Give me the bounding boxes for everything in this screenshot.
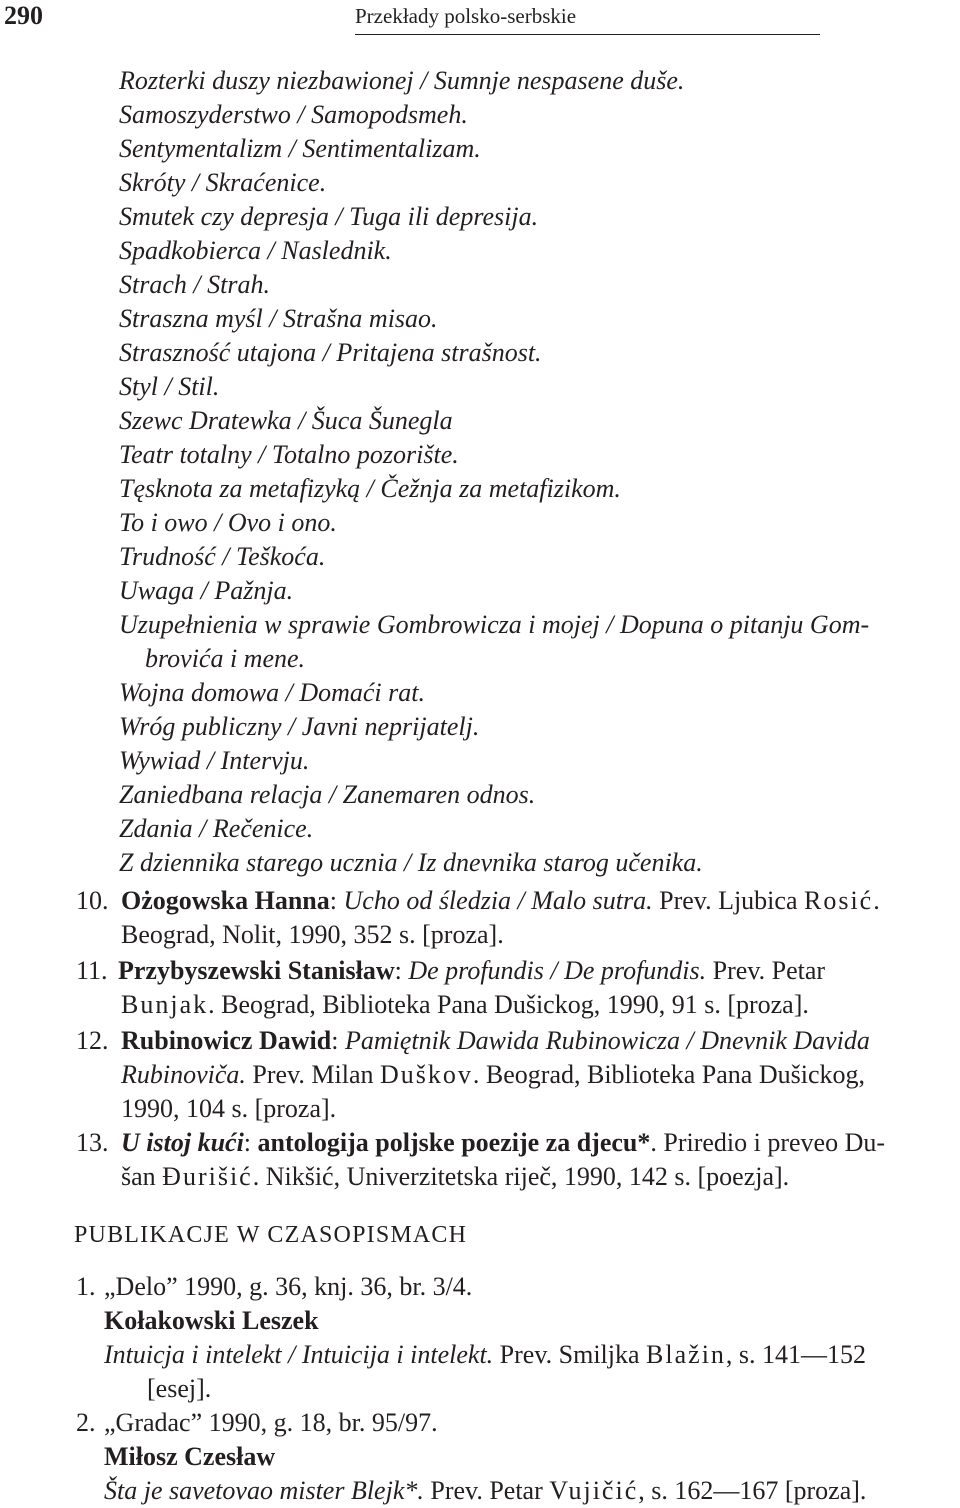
entry-12-line2: Rubinoviča. Prev. Milan Duškov. Beograd, Biblioteka Pana Dušickog,: [121, 1060, 866, 1089]
translator-name: Rosić: [804, 886, 874, 915]
entry-subtitle: antologija poljske poezije za djecu*: [257, 1128, 651, 1157]
title-item: Sentymentalizm / Sentimentalizam.: [119, 134, 481, 163]
translator-name: Duškov: [380, 1060, 473, 1089]
periodical-source: „Delo” 1990, g. 36, knj. 36, br. 3/4.: [104, 1272, 473, 1301]
entry-number: 12.: [76, 1026, 109, 1055]
translator-name: Bunjak: [121, 990, 209, 1019]
title-item: Styl / Stil.: [119, 372, 220, 401]
title-item: Tęsknota za metafizyką / Čežnja za metafizikom.: [119, 474, 621, 503]
periodical-entry: Intuicja i intelekt / Intuicija i intelekt. Prev. Smiljka Blažin, s. 141—152: [104, 1340, 867, 1369]
title-item: Zdania / Rečenice.: [119, 814, 314, 843]
title-item: Straszna myśl / Strašna misao.: [119, 304, 438, 333]
title-item: Wróg publiczny / Javni neprijatelj.: [119, 712, 480, 741]
periodical-source: „Gradac” 1990, g. 18, br. 95/97.: [104, 1408, 438, 1437]
entry-title: U istoj kući: [121, 1128, 244, 1157]
title-item: Teatr totalny / Totalno pozorište.: [119, 440, 459, 469]
title-item: Samoszyderstwo / Samopodsmeh.: [119, 100, 468, 129]
entry-number: 13.: [76, 1128, 109, 1157]
title-item: Strach / Strah.: [119, 270, 270, 299]
entry-title: Pamiętnik Dawida Rubinowicza / Dnevnik Davida: [344, 1026, 870, 1055]
title-item: Straszność utajona / Pritajena strašnost.: [119, 338, 542, 367]
entry-publication: Bunjak. Beograd, Biblioteka Pana Dušickog, 1990, 91 s. [proza].: [121, 990, 809, 1019]
periodical-title: Intuicja i intelekt / Intuicija i intelekt.: [104, 1340, 494, 1369]
section-heading: PUBLIKACJE W CZASOPISMACH: [74, 1222, 468, 1248]
title-item: Uwaga / Pažnja.: [119, 576, 294, 605]
periodical-title: Šta je savetovao mister Blejk*.: [104, 1476, 424, 1505]
entry-12: Rubinowicz Dawid: Pamiętnik Dawida Rubinowicza / Dnevnik Davida: [121, 1026, 870, 1055]
translator-name: Blažin: [646, 1340, 726, 1369]
title-item: Wywiad / Intervju.: [119, 746, 310, 775]
entry-13: U istoj kući: antologija poljske poezije za djecu*. Priredio i preveo Du-: [121, 1128, 886, 1157]
periodical-author: Miłosz Czesław: [104, 1442, 276, 1471]
entry-author: Ożogowska Hanna: [121, 886, 330, 915]
entry-author: Przybyszewski Stanisław: [118, 956, 395, 985]
periodical-author: Kołakowski Leszek: [104, 1306, 319, 1335]
periodical-number: 1.: [76, 1272, 96, 1301]
running-title: Przekłady polsko-serbskie: [355, 4, 577, 28]
translator-name: Đurišić: [162, 1162, 253, 1191]
title-item: Trudność / Teškoća.: [119, 542, 326, 571]
entry-title-continuation: Rubinoviča.: [121, 1060, 246, 1089]
title-item: Uzupełnienia w sprawie Gombrowicza i mojej / Dopuna o pitanju Gom-: [119, 610, 870, 639]
title-item: Z dziennika starego ucznia / Iz dnevnika starog učenika.: [119, 848, 703, 877]
translator-name: Vujičić: [549, 1476, 639, 1505]
periodical-number: 2.: [76, 1408, 96, 1437]
title-item: Zaniedbana relacja / Zanemaren odnos.: [119, 780, 536, 809]
entry-publication: Beograd, Nolit, 1990, 352 s. [proza].: [121, 920, 504, 949]
entry-author: Rubinowicz Dawid: [121, 1026, 332, 1055]
entry-10: Ożogowska Hanna: Ucho od śledzia / Malo sutra. Prev. Ljubica Rosić.: [121, 886, 880, 915]
title-item: Wojna domowa / Domaći rat.: [119, 678, 425, 707]
entry-title: Ucho od śledzia / Malo sutra.: [343, 886, 653, 915]
title-item: Skróty / Skraćenice.: [119, 168, 327, 197]
periodical-genre: [esej].: [147, 1374, 212, 1403]
title-item: Rozterki duszy niezbawionej / Sumnje nespasene duše.: [119, 66, 685, 95]
entry-11: Przybyszewski Stanisław: De profundis / De profundis. Prev. Petar: [118, 956, 826, 985]
periodical-entry: Šta je savetovao mister Blejk*. Prev. Petar Vujičić, s. 162—167 [proza].: [104, 1476, 867, 1505]
header-rule: [355, 34, 820, 35]
entry-number: 11.: [76, 956, 108, 985]
title-item: Spadkobierca / Naslednik.: [119, 236, 392, 265]
entry-publication: 1990, 104 s. [proza].: [121, 1094, 337, 1123]
entry-number: 10.: [76, 886, 109, 915]
title-item: Szewc Dratewka / Šuca Šunegla: [119, 406, 453, 435]
title-item: To i owo / Ovo i ono.: [119, 508, 337, 537]
title-item-continuation: brovića i mene.: [145, 644, 306, 673]
page-number: 290: [4, 1, 43, 30]
entry-title: De profundis / De profundis.: [408, 956, 707, 985]
title-item: Smutek czy depresja / Tuga ili depresija.: [119, 202, 539, 231]
entry-13-line2: šan Đurišić. Nikšić, Univerzitetska riječ, 1990, 142 s. [poezja].: [121, 1162, 790, 1191]
page-header: [0, 0, 960, 40]
